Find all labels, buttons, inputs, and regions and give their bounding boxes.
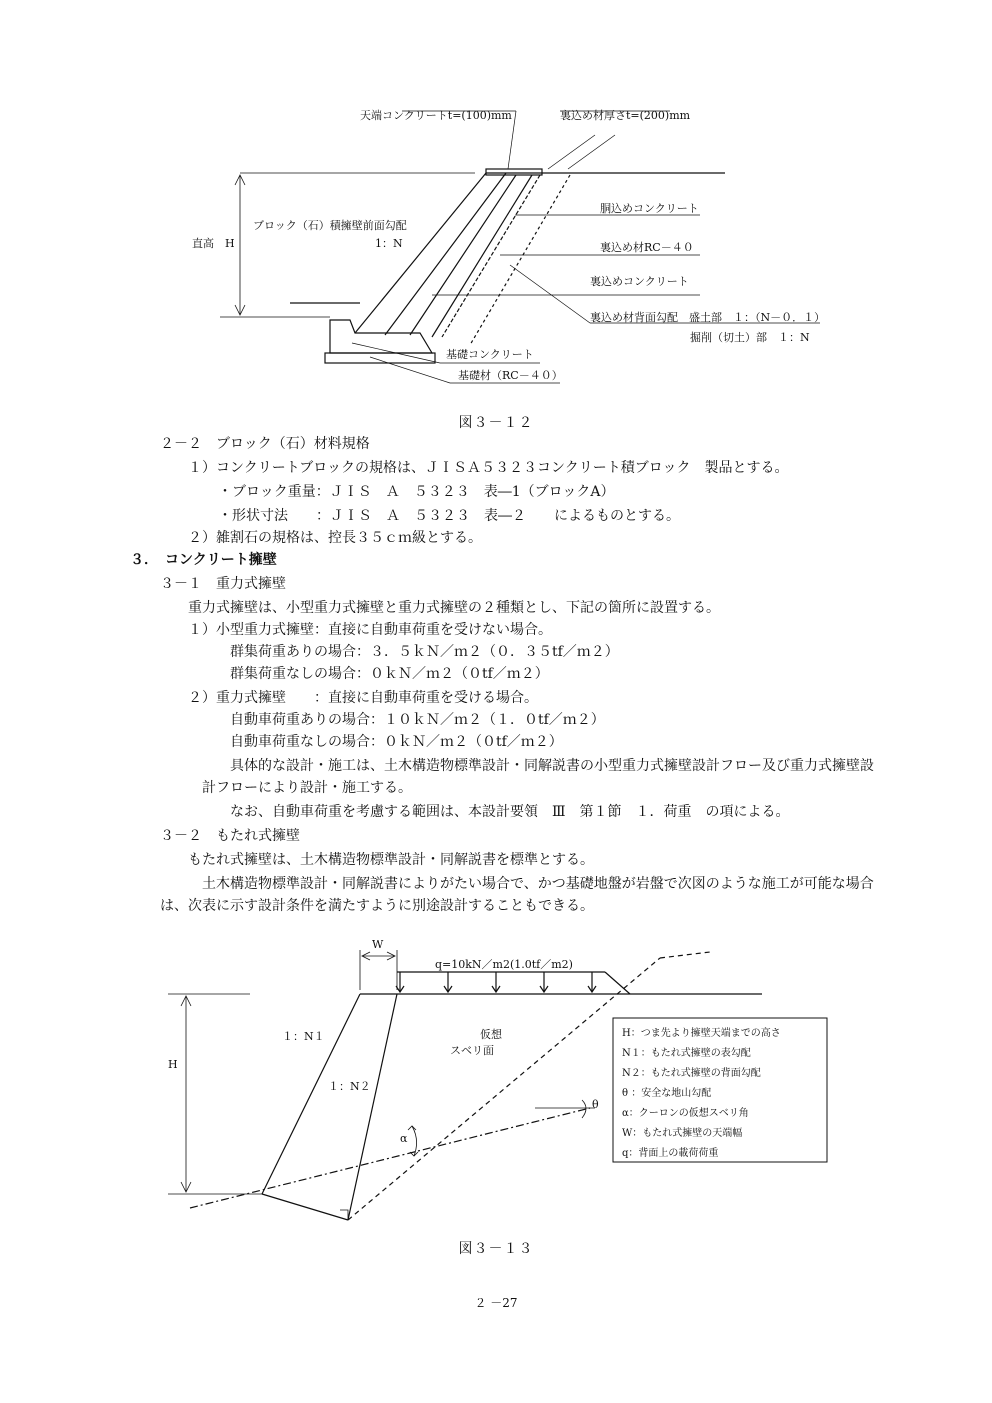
legend-item: W：もたれ式擁壁の天端幅 xyxy=(622,1128,743,1139)
label-backfill-concrete: 裏込めコンクリート xyxy=(590,275,689,288)
label-slip-2: スベリ面 xyxy=(450,1044,494,1057)
section-3-1-item-1: １）小型重力式擁壁：直接に自動車荷重を受けない場合。 xyxy=(188,622,552,638)
label-alpha: α xyxy=(400,1132,408,1145)
label-back-slope: 裏込め材背面勾配 盛土部 １：（N－０．１） xyxy=(590,311,826,324)
section-2-2-item-1: １）コンクリートブロックの規格は、ＪＩＳＡ５３２３コンクリート積ブロック 製品とする。 xyxy=(188,460,789,476)
section-3-1-para-2b: 計フローにより設計・施工する。 xyxy=(202,780,412,796)
label-body-concrete: 胴込めコンクリート xyxy=(600,202,699,215)
label-w: W xyxy=(372,938,384,951)
legend-item: N１：もたれ式擁壁の表勾配 xyxy=(622,1048,751,1059)
section-2-2-item-2: ２）雑割石の規格は、控長３５ｃｍ級とする。 xyxy=(188,530,482,546)
section-3-2-para-2a: 土木構造物標準設計・同解説書によりがたい場合で、かつ基礎地盤が岩盤で次図のような施工が可能な場合 xyxy=(202,876,874,892)
section-3-2-para-2b: は、次表に示す設計条件を満たすように別途設計することもできる。 xyxy=(160,898,594,914)
figure-3-12-drawing xyxy=(170,95,850,395)
section-3-2-para-1: もたれ式擁壁は、土木構造物標準設計・同解説書を標準とする。 xyxy=(188,852,594,868)
label-base-concrete: 基礎コンクリート xyxy=(446,348,534,361)
label-slip-1: 仮想 xyxy=(480,1028,502,1041)
label-height: 直高 H xyxy=(192,237,235,250)
label-front-ratio: 1：N xyxy=(375,237,403,250)
label-base-material: 基礎材（RC－４０） xyxy=(458,369,563,382)
label-n2: １：N２ xyxy=(328,1080,371,1093)
label-backfill-thickness: 裏込め材厚さt=(200)mm xyxy=(560,109,691,122)
section-3-1-item-2a: 自動車荷重ありの場合：１０ｋＮ／ｍ２（１．０tf／ｍ２） xyxy=(230,712,605,728)
figure-3-13-caption: 図３－１３ xyxy=(458,1241,534,1257)
label-load: q=10kN／m2(1.0tf／m2) xyxy=(435,958,573,971)
section-3-1-item-1a: 群集荷重ありの場合：３．５ｋＮ／ｍ２（０．３５tf／ｍ２） xyxy=(230,644,619,660)
section-3-1-heading: ３－１ 重力式擁壁 xyxy=(160,576,286,592)
label-front-slope: ブロック（石）積擁壁前面勾配 xyxy=(253,219,407,232)
figure-3-12 xyxy=(170,95,850,395)
section-2-2-item-1b: ・形状寸法 ：ＪＩＳ Ａ ５３２３ 表―２ によるものとする。 xyxy=(218,508,680,524)
page-number: ２ －27 xyxy=(474,1296,518,1310)
section-3-1-intro: 重力式擁壁は、小型重力式擁壁と重力式擁壁の２種類とし、下記の箇所に設置する。 xyxy=(188,600,720,616)
section-2-2-item-1a: ・ブロック重量：ＪＩＳ Ａ ５３２３ 表―1（ブロックA） xyxy=(218,484,615,500)
section-3-1-para-3: なお、自動車荷重を考慮する範囲は、本設計要領 Ⅲ 第１節 １．荷重 の項による。 xyxy=(230,804,790,820)
legend-item: H：つま先より擁壁天端までの高さ xyxy=(622,1028,781,1039)
legend-item: θ ：安全な地山勾配 xyxy=(622,1088,712,1099)
legend-item: q：背面上の載荷荷重 xyxy=(622,1148,719,1159)
label-backfill-rc: 裏込め材RC－４０ xyxy=(600,241,694,254)
label-h: H xyxy=(168,1058,178,1071)
label-theta: θ xyxy=(592,1098,599,1111)
section-3-1-item-2b: 自動車荷重なしの場合：０ｋＮ／ｍ２（０tf／ｍ２） xyxy=(230,734,563,750)
figure-3-12-caption: 図３－１２ xyxy=(458,415,534,431)
label-back-slope-cut: 掘削（切土）部 １：N xyxy=(690,331,810,344)
section-3-2-heading: ３－２ もたれ式擁壁 xyxy=(160,828,300,844)
legend-item: N２：もたれ式擁壁の背面勾配 xyxy=(622,1068,761,1079)
section-3-heading: ３． コンクリート擁壁 xyxy=(130,552,277,568)
legend-item: α：クーロンの仮想スベリ角 xyxy=(622,1108,749,1119)
label-top-concrete: 天端コンクリートt=(100)mm xyxy=(360,109,512,122)
figure-3-13-drawing xyxy=(150,930,850,1225)
section-3-1-item-2: ２）重力式擁壁 ：直接に自動車荷重を受ける場合。 xyxy=(188,690,538,706)
section-3-1-para-2a: 具体的な設計・施工は、土木構造物標準設計・同解説書の小型重力式擁壁設計フロー及び重力式擁壁設 xyxy=(230,758,874,774)
figure-3-13 xyxy=(150,930,850,1225)
section-2-2-heading: ２－２ ブロック（石）材料規格 xyxy=(160,436,370,452)
section-3-1-item-1b: 群集荷重なしの場合：０ｋＮ／ｍ２（０tf／ｍ２） xyxy=(230,666,549,682)
label-n1: １：N１ xyxy=(282,1030,325,1043)
